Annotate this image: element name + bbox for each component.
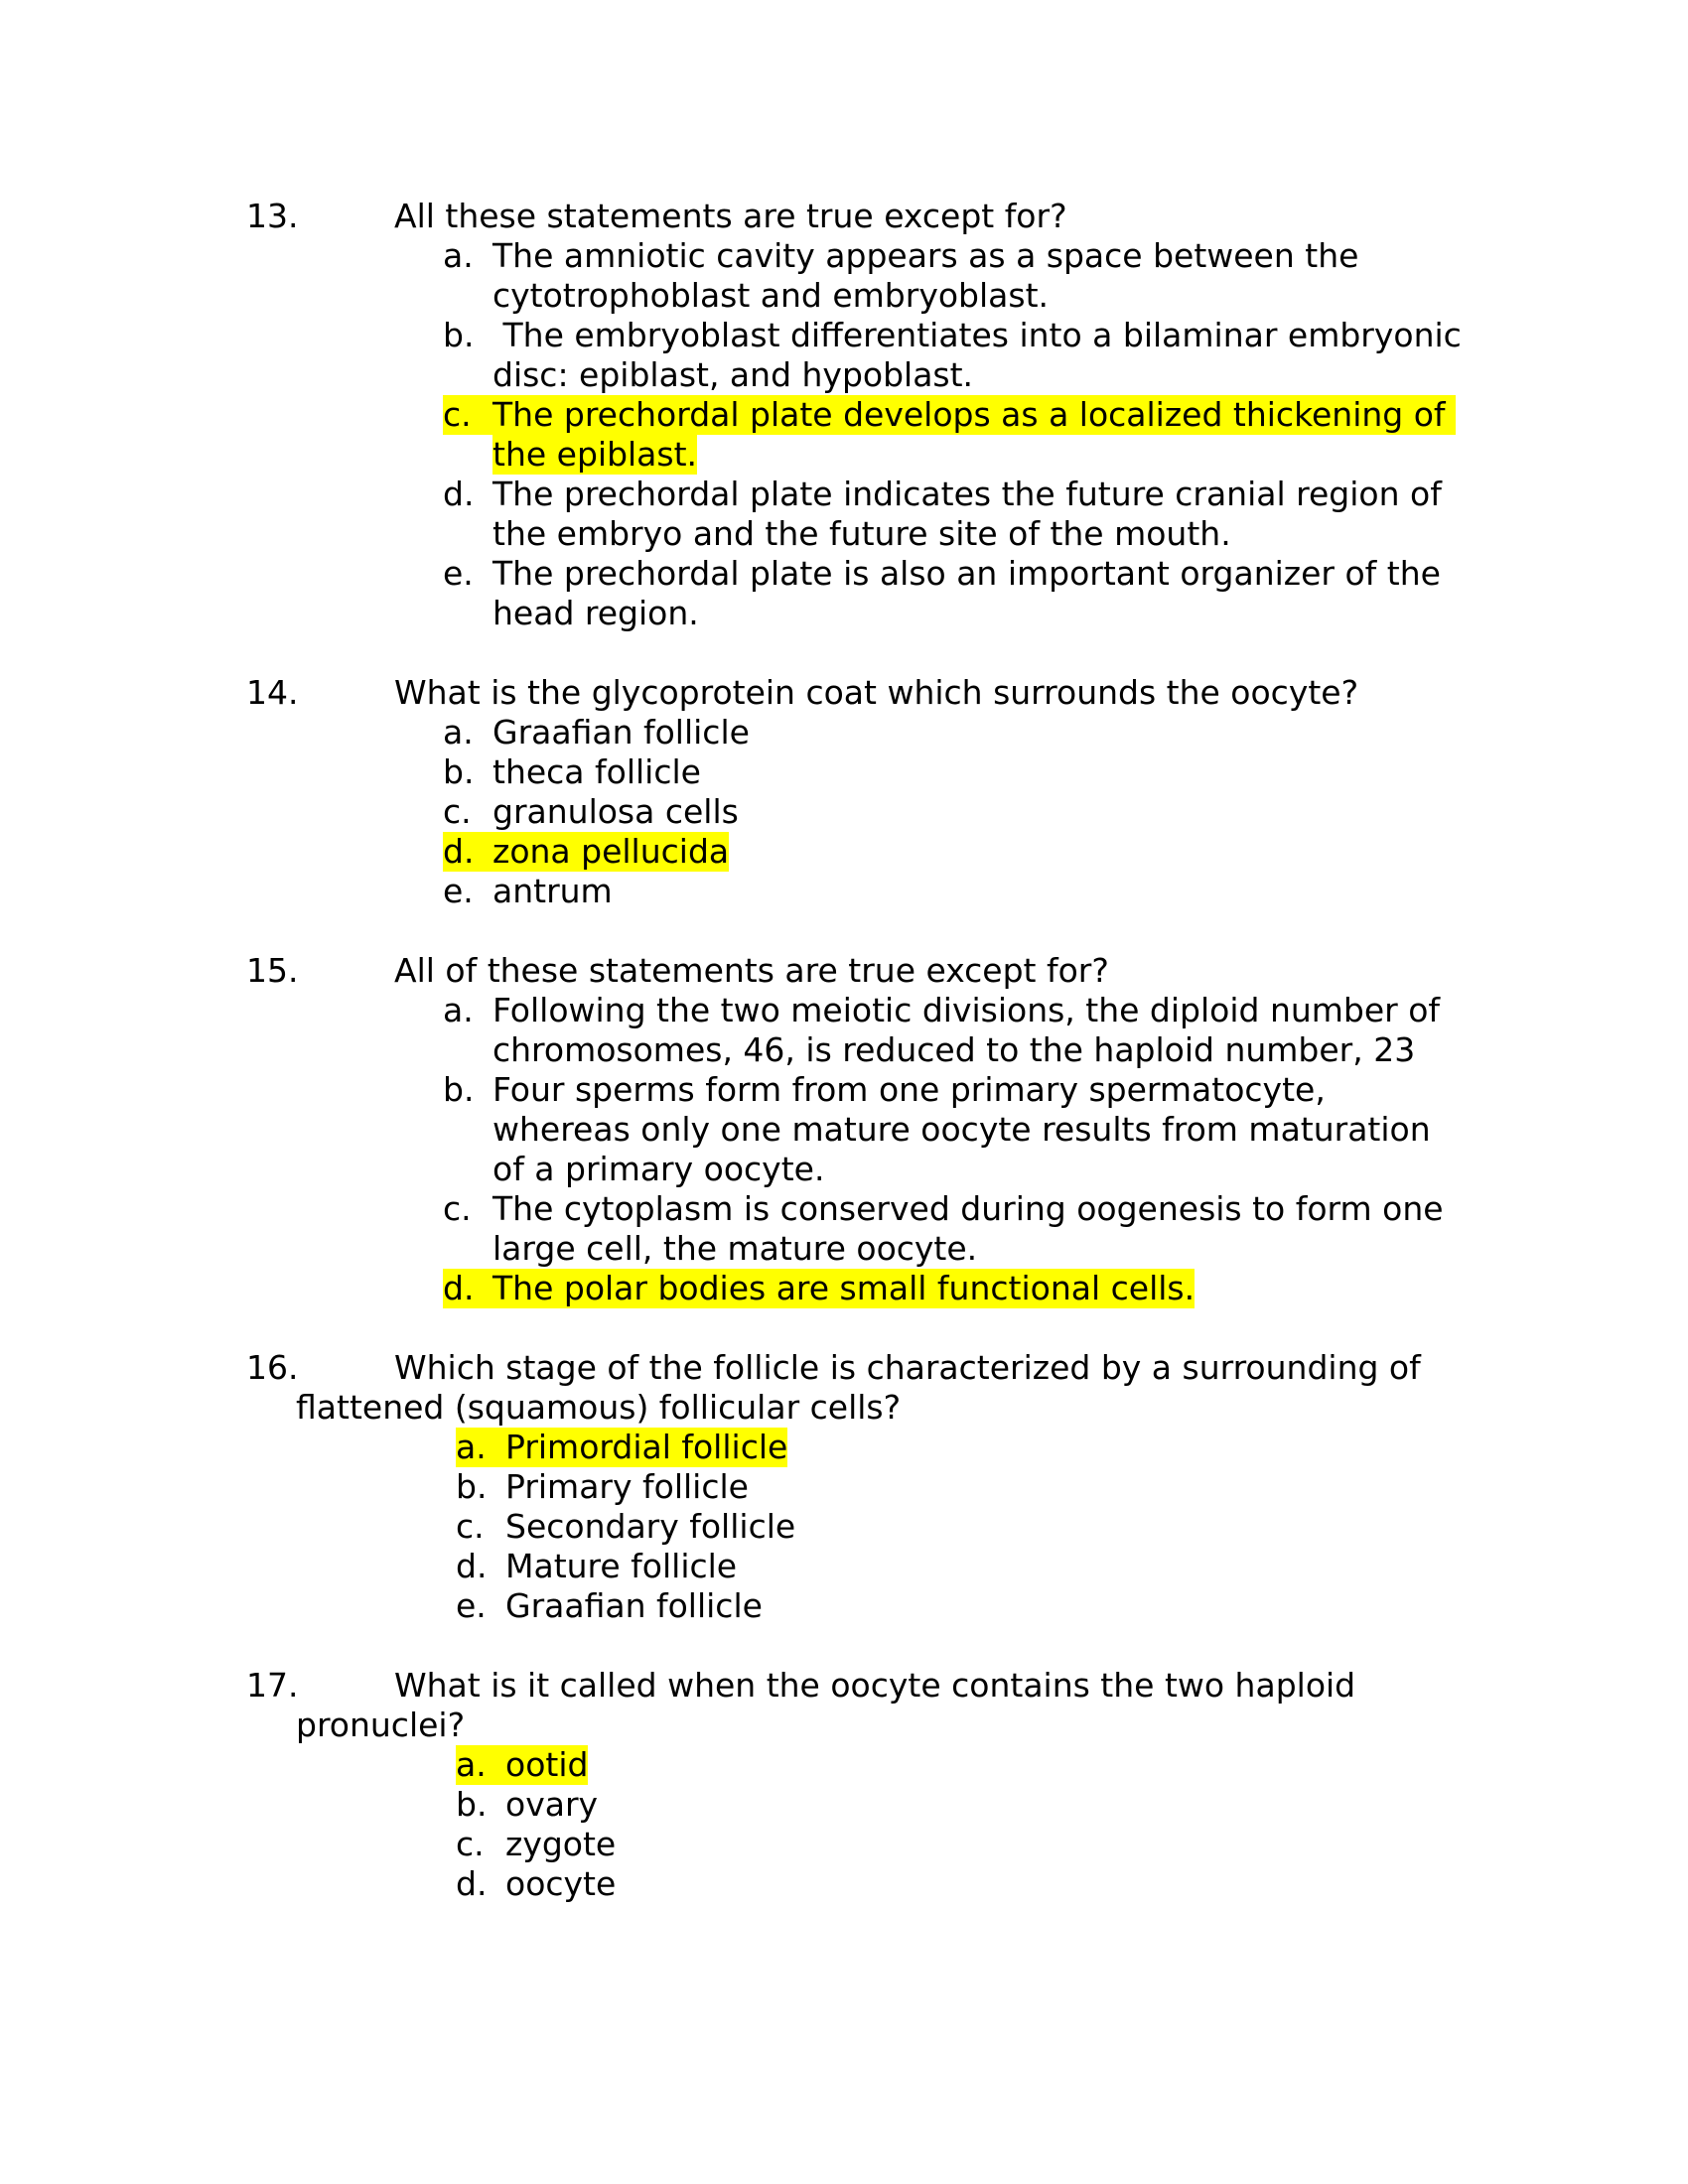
option-text: Graafian follicle <box>492 713 750 751</box>
option-text: disc: epiblast, and hypoblast. <box>492 355 974 394</box>
option-letter: a. <box>443 236 474 275</box>
option-letter: d. <box>443 832 492 872</box>
option-letter: a. <box>443 991 474 1029</box>
option-letter: e. <box>443 554 474 593</box>
option-text-highlighted: zona pellucida <box>492 832 730 871</box>
option-letter: a. <box>456 1745 505 1785</box>
option-text: chromosomes, 46, is reduced to the haploid number, 23 <box>492 1030 1416 1069</box>
option-letter: e. <box>456 1586 487 1625</box>
question-number: 17. <box>246 1666 299 1705</box>
option-text: Primary follicle <box>505 1467 749 1506</box>
option-text: ovary <box>505 1785 599 1824</box>
option-text: of a primary oocyte. <box>492 1150 825 1188</box>
option-text: The cytoplasm is conserved during oogenesis to form one <box>492 1189 1444 1228</box>
option-letter: d. <box>456 1547 488 1585</box>
option-letter: a. <box>443 713 474 751</box>
option-letter: a. <box>456 1428 505 1467</box>
question-number: 16. <box>246 1348 299 1387</box>
option-text: Secondary follicle <box>505 1507 796 1546</box>
option-letter: c. <box>456 1507 485 1546</box>
option-text: Four sperms form from one primary spermatocyte, <box>492 1070 1326 1109</box>
option-text-highlighted: the epiblast. <box>492 435 698 474</box>
option-text: granulosa cells <box>492 792 739 831</box>
question-stem: What is the glycoprotein coat which surrounds the oocyte? <box>394 673 1359 712</box>
option-letter: d. <box>456 1864 488 1903</box>
option-letter: c. <box>443 792 472 831</box>
option-letter: c. <box>456 1825 485 1863</box>
option-text: head region. <box>492 594 699 632</box>
question-stem: All these statements are true except for? <box>394 197 1067 235</box>
option-text: whereas only one mature oocyte results from maturation <box>492 1110 1431 1149</box>
option-text: The prechordal plate indicates the future cranial region of <box>492 475 1442 513</box>
option-text: zygote <box>505 1825 617 1863</box>
question-stem: All of these statements are true except for? <box>394 951 1109 990</box>
question-number: 15. <box>246 951 299 990</box>
question-stem-cont: flattened (squamous) follicular cells? <box>296 1388 902 1427</box>
question-stem-cont: pronuclei? <box>296 1706 466 1744</box>
option-text: cytotrophoblast and embryoblast. <box>492 276 1050 315</box>
question-stem: What is it called when the oocyte contains the two haploid <box>394 1666 1356 1705</box>
option-letter: b. <box>456 1785 488 1824</box>
option-text-highlighted: The polar bodies are small functional cells. <box>492 1269 1196 1307</box>
option-text-highlighted: Primordial follicle <box>505 1428 788 1466</box>
option-text: Following the two meiotic divisions, the diploid number of <box>492 991 1441 1029</box>
option-letter: b. <box>443 1070 475 1109</box>
option-text: large cell, the mature oocyte. <box>492 1229 978 1268</box>
option-letter: c. <box>443 1189 472 1228</box>
option-text: The prechordal plate is also an important organizer of the <box>492 554 1441 593</box>
option-letter: b. <box>443 752 475 791</box>
question-number: 13. <box>246 197 299 235</box>
option-letter: e. <box>443 872 474 910</box>
option-text-highlighted: The prechordal plate develops as a localized thickening of <box>492 395 1457 434</box>
option-letter: c. <box>443 395 492 435</box>
option-letter: b. <box>443 316 475 354</box>
option-text: oocyte <box>505 1864 617 1903</box>
option-text: The amniotic cavity appears as a space between the <box>492 236 1359 275</box>
option-text: theca follicle <box>492 752 701 791</box>
option-letter: d. <box>443 1269 492 1308</box>
option-letter: b. <box>456 1467 488 1506</box>
option-letter: d. <box>443 475 475 513</box>
option-text: The embryoblast differentiates into a bilaminar embryonic <box>492 316 1462 354</box>
option-text-highlighted: ootid <box>505 1745 589 1784</box>
question-number: 14. <box>246 673 299 712</box>
question-stem: Which stage of the follicle is characterized by a surrounding of <box>394 1348 1421 1387</box>
option-text: antrum <box>492 872 613 910</box>
option-text: Graafian follicle <box>505 1586 763 1625</box>
option-text: Mature follicle <box>505 1547 738 1585</box>
option-text: the embryo and the future site of the mouth. <box>492 514 1231 553</box>
